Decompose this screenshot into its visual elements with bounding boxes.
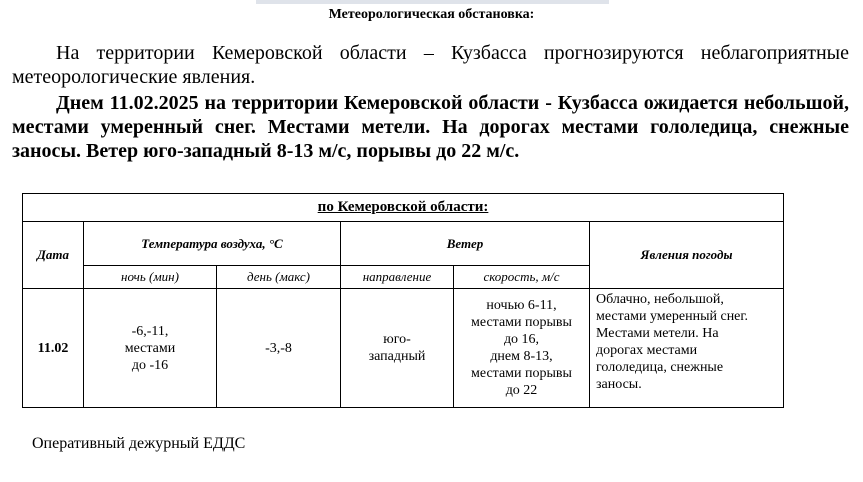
header-direction: направление (341, 266, 454, 289)
header-speed: скорость, м/с (454, 266, 590, 289)
forecast-paragraph: Днем 11.02.2025 на территории Кемеровской области - Кузбасса ожидается небольшой, местами умеренный снег. Местами метели. На дорогах местами гололедица, снежные заносы. Ветер юго-западный 8-13 м/с, порывы до 22 м/с. (12, 92, 849, 162)
cell-phenomena (590, 289, 784, 408)
header-date: Дата (23, 222, 84, 289)
cell-line: юго- (383, 332, 411, 347)
cell-night (84, 289, 217, 408)
cell-line: местами (124, 340, 176, 356)
cell-date: 11.02 (23, 289, 84, 408)
cell-line: Местами метели. На (596, 326, 719, 341)
top-accent-bar (256, 0, 609, 4)
cell-line: западный (368, 349, 426, 364)
weather-table (22, 193, 784, 408)
header-day: день (макс) (217, 266, 341, 289)
cell-line: до 16, (503, 332, 540, 347)
cell-line: днем 8-13, (490, 349, 553, 364)
intro-paragraph: На территории Кемеровской области – Кузбасса прогнозируются неблагоприятные метеорологические явления. (12, 42, 849, 88)
header-temperature: Температура воздуха, °С (84, 222, 341, 266)
cell-line: заносы. (596, 377, 642, 392)
cell-speed (454, 289, 590, 408)
cell-day: -3,-8 (217, 289, 341, 408)
cell-line: до -16 (131, 357, 169, 373)
cell-line: местами умеренный снег. (596, 309, 749, 324)
cell-line: дорогах местами (596, 343, 698, 358)
cell-line: ночью 6-11, (486, 298, 557, 313)
header-phenomena: Явления погоды (590, 222, 784, 289)
cell-line: местами порывы (471, 366, 572, 381)
cell-line: гололедица, снежные (596, 360, 724, 375)
cell-line: до 22 (505, 383, 538, 398)
header-night: ночь (мин) (84, 266, 217, 289)
cell-line: -6,-11, (131, 323, 169, 339)
cell-line: Облачно, небольшой, (596, 292, 724, 307)
page-title: Метеорологическая обстановка: (328, 7, 535, 22)
footer-signature: Оперативный дежурный ЕДДС (32, 435, 246, 452)
cell-direction (341, 289, 454, 408)
header-wind: Ветер (341, 222, 590, 266)
table-row (23, 289, 784, 408)
table-caption: по Кемеровской области: (23, 194, 784, 222)
cell-line: местами порывы (471, 315, 572, 330)
